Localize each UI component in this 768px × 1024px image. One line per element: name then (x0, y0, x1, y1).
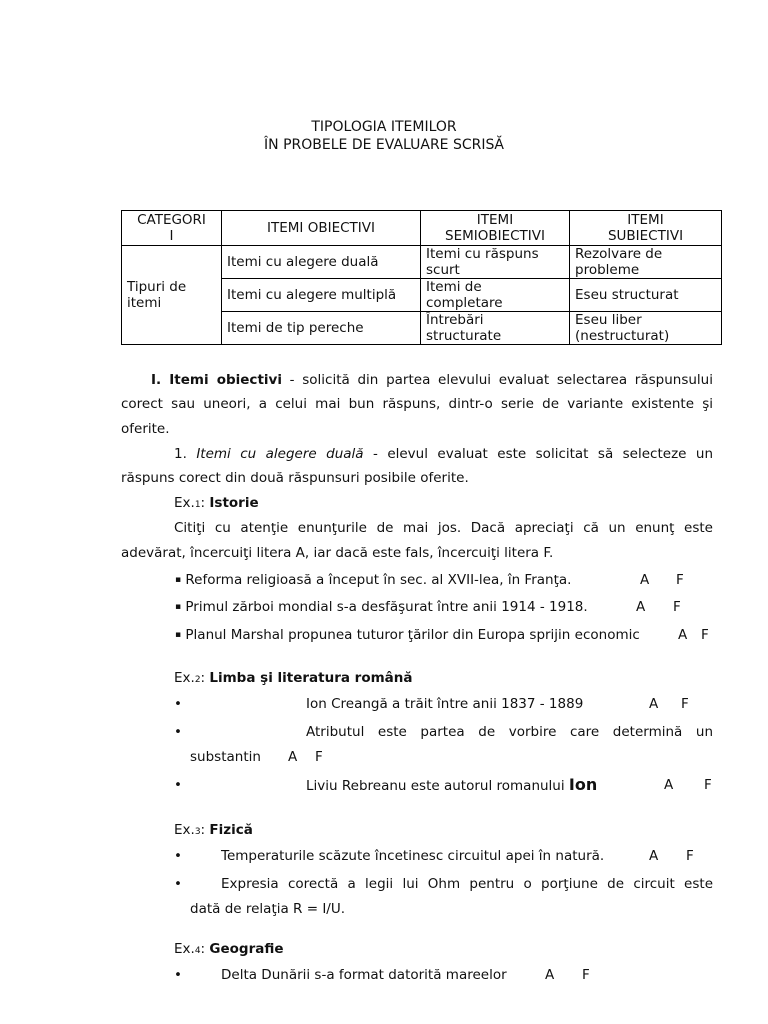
ex1-heading: Ex.1: Istorie (174, 495, 259, 511)
ex4-heading: Ex.4: Geografie (174, 941, 284, 957)
list-item: Temperaturile scăzute încetinesc circuitul apei în natură. (221, 848, 605, 864)
answer-a: A (664, 777, 674, 793)
dual-term: Itemi cu alegere duală (196, 446, 364, 462)
answer-a: A (288, 749, 298, 765)
answer-a: A (636, 599, 646, 615)
cell-subiectivi: Rezolvare de probleme (570, 246, 722, 279)
intro-line-1: I. Itemi obiectivi - solicită din partea elevului evaluat selectarea răspunsului (151, 372, 713, 388)
list-item: Ion Creangă a trăit între anii 1837 - 1889 (306, 696, 584, 712)
answer-f: F (686, 848, 694, 864)
round-bullet-icon: • (174, 724, 182, 740)
section-heading: I. Itemi obiectivi (151, 372, 282, 388)
answer-f: F (704, 777, 712, 793)
list-item: Liviu Rebreanu este autorul romanului Ion (306, 775, 598, 794)
answer-f: F (676, 572, 684, 588)
cell-obiectivi: Itemi de tip pereche (222, 312, 421, 345)
cell-semiobiectivi: Itemi de completare (421, 279, 570, 312)
list-item-continuation: dată de relaţia R = I/U. (190, 901, 346, 917)
cell-semiobiectivi: Întrebări structurate (421, 312, 570, 345)
list-item: Delta Dunării s-a format datorită mareelor (221, 967, 507, 983)
intro-line-2: corect sau uneori, a celui mai bun răspuns, dintr-o serie de variante existente şi (121, 396, 713, 412)
list-item: ▪ Primul zărboi mondial s-a desfăşurat între anii 1914 - 1918. (175, 599, 588, 615)
row-label-tipuri: Tipuri de itemi (122, 246, 222, 345)
cell-subiectivi: Eseu structurat (570, 279, 722, 312)
header-semiobiectivi: ITEMI SEMIOBIECTIVI (421, 211, 570, 246)
answer-a: A (649, 696, 659, 712)
table-header-row (122, 211, 722, 246)
header-obiectivi: ITEMI OBIECTIVI (222, 211, 421, 246)
round-bullet-icon: • (174, 967, 182, 983)
square-bullet-icon: ▪ (175, 630, 182, 640)
title-line-1: TIPOLOGIA ITEMILOR (311, 119, 457, 135)
header-subiectivi: ITEMI SUBIECTIVI (570, 211, 722, 246)
square-bullet-icon: ▪ (175, 575, 182, 585)
answer-f: F (673, 599, 681, 615)
table-row (122, 246, 722, 279)
answer-a: A (678, 627, 688, 643)
answer-a: A (640, 572, 650, 588)
round-bullet-icon: • (174, 848, 182, 864)
intro-line-3: oferite. (121, 421, 170, 437)
round-bullet-icon: • (174, 876, 182, 892)
list-item: ▪ Reforma religioasă a început în sec. al XVII-lea, în Franţa. (175, 572, 572, 588)
cell-semiobiectivi: Itemi cu răspuns scurt (421, 246, 570, 279)
answer-f: F (701, 627, 709, 643)
list-item-continuation: substantin (190, 749, 261, 765)
round-bullet-icon: • (174, 777, 182, 793)
answer-f: F (582, 967, 590, 983)
ex1-instruction-1: Citiţi cu atenţie enunţurile de mai jos. Dacă apreciaţi că un enunţ este (174, 520, 713, 536)
answer-a: A (649, 848, 659, 864)
answer-f: F (315, 749, 323, 765)
cell-obiectivi: Itemi cu alegere multiplă (222, 279, 421, 312)
list-item: Expresia corectă a legii lui Ohm pentru o porţiune de circuit este (221, 876, 713, 892)
answer-a: A (545, 967, 555, 983)
title-line-2: ÎN PROBELE DE EVALUARE SCRISĂ (264, 137, 504, 153)
list-item: Atributul este partea de vorbire care determină un (306, 724, 713, 740)
cell-subiectivi: Eseu liber (nestructurat) (570, 312, 722, 345)
ex1-instruction-2: adevărat, încercuiţi litera A, iar dacă este fals, încercuiţi litera F. (121, 545, 554, 561)
dual-line-2: răspuns corect din două răspunsuri posibile oferite. (121, 470, 469, 486)
list-item: ▪ Planul Marshal propunea tuturor ţărilor din Europa sprijin economic (175, 627, 640, 643)
cell-obiectivi: Itemi cu alegere duală (222, 246, 421, 279)
header-categorii: CATEGORI I (122, 211, 222, 246)
dual-line-1: 1. Itemi cu alegere duală - elevul evaluat este solicitat să selecteze un (174, 446, 714, 462)
novel-title: Ion (568, 775, 598, 794)
ex3-heading: Ex.3: Fizică (174, 822, 253, 838)
square-bullet-icon: ▪ (175, 602, 182, 612)
typology-table (121, 210, 722, 345)
round-bullet-icon: • (174, 696, 182, 712)
answer-f: F (681, 696, 689, 712)
ex2-heading: Ex.2: Limba şi literatura română (174, 670, 413, 686)
